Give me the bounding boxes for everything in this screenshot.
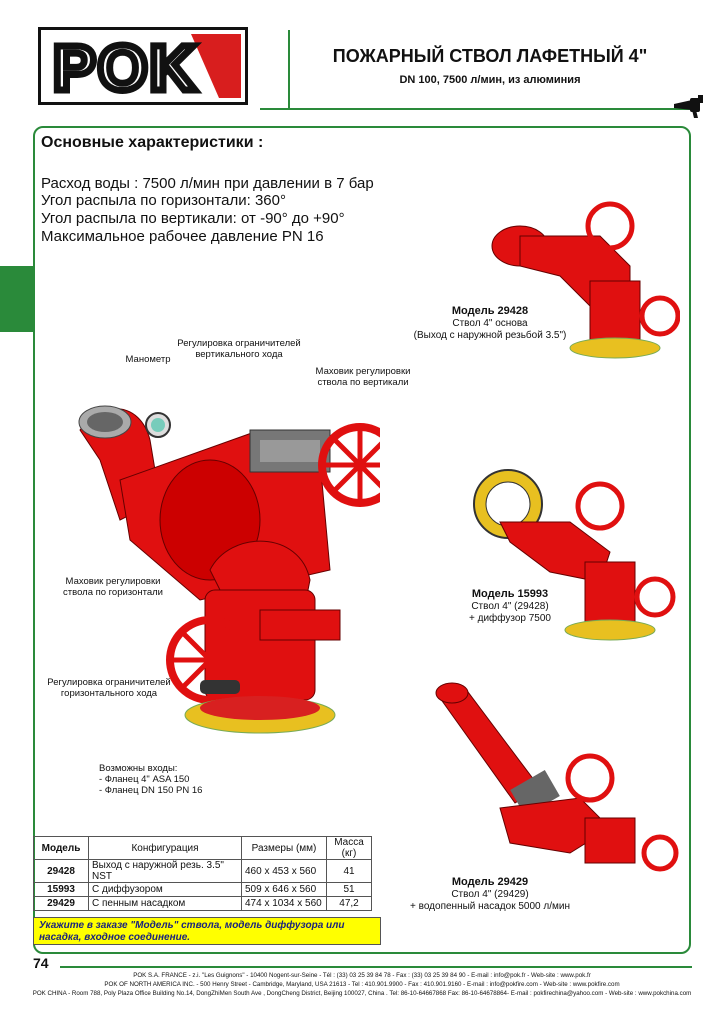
table-header-row — [34, 837, 372, 860]
page-subtitle: DN 100, 7500 л/мин, из алюминия — [399, 74, 581, 86]
cell: 29428 — [34, 860, 89, 883]
col-mass: Масса (кг) — [327, 837, 372, 860]
cell: 509 x 646 x 560 — [242, 883, 327, 897]
spec-table — [33, 836, 372, 911]
page-number: 74 — [33, 955, 49, 971]
col-model: Модель — [34, 837, 89, 860]
cell: С пенным насадком — [89, 897, 242, 911]
model-desc: Ствол 4" (29429) — [451, 889, 529, 900]
model-desc: Ствол 4" основа — [452, 318, 528, 329]
cell: Выход с наружной резь. 3.5" NST — [89, 860, 242, 883]
cell: 460 x 453 x 560 — [242, 860, 327, 883]
logo-text: POK — [53, 32, 198, 102]
callout-text: ствола по вертикали — [317, 377, 409, 388]
model-15993-caption — [440, 588, 580, 625]
callout-inlets — [99, 763, 249, 796]
callout-text: Регулировка ограничителей — [47, 677, 171, 688]
spec-flow: Расход воды : 7500 л/мин при давлении в 7 бар — [41, 175, 374, 192]
callout-text: горизонтального хода — [60, 688, 158, 699]
model-name: Модель 15993 — [471, 588, 549, 600]
model-29429-illustration — [420, 678, 680, 878]
cell: 29429 — [34, 897, 89, 911]
model-desc: Ствол 4" (29428) — [471, 601, 549, 612]
spec-horizontal-angle: Угол распыла по горизонтали: 360° — [41, 192, 286, 209]
callout-text: Маховик регулировки — [65, 576, 161, 587]
callout-manometer: Манометр — [125, 354, 171, 365]
footer-china: POK CHINA - Room 788, Poly Plaza Office Building No.14, DongZhiMen South Ave , DongCheng District, Beijing 100027, China . Tel: 86-10-64667868 Fax: 86-10-64678864- E-mail : pokfirechina@yahoo.com - Web-site : www.pokchina.com — [32, 990, 692, 997]
table-row — [34, 860, 372, 883]
callout-text: Маховик регулировки — [315, 366, 411, 377]
cell: С диффузором — [89, 883, 242, 897]
table-row — [34, 897, 372, 911]
callout-horizontal-limiters — [34, 677, 184, 699]
order-note: Укажите в заказе "Модель" ствола, модель диффузора или насадка, входное соединение. — [33, 917, 381, 945]
footer-france: POK S.A. FRANCE - z.i. "Les Guignons" - 10400 Nogent-sur-Seine - Tél : (33) 03 25 39 84 78 - Fax : (33) 03 25 39 84 90 - E-mail : info@pok.fr - Web-site : www.pok.fr — [133, 972, 591, 979]
pok-logo — [38, 27, 248, 105]
cell: 474 x 1034 x 560 — [242, 897, 327, 911]
model-name: Модель 29428 — [451, 305, 529, 317]
model-29429-caption — [395, 876, 585, 913]
model-desc: + диффузор 7500 — [468, 613, 551, 624]
callout-text: Регулировка ограничителей — [177, 338, 301, 349]
callout-text: вертикального хода — [195, 349, 283, 360]
table-row — [34, 883, 372, 897]
callout-text: Возможны входы: — [99, 763, 178, 774]
callout-vertical-wheel — [298, 366, 428, 388]
specs-heading: Основные характеристики : — [41, 134, 264, 151]
callout-text: - Фланец DN 150 PN 16 — [99, 785, 203, 796]
header-rule — [260, 108, 690, 110]
callout-text: ствола по горизонтали — [63, 587, 163, 598]
model-desc: (Выход с наружной резьбой 3.5") — [413, 330, 567, 341]
cell: 15993 — [34, 883, 89, 897]
col-size: Размеры (мм) — [242, 837, 327, 860]
callout-text: - Фланец 4" ASA 150 — [99, 774, 190, 785]
section-tab — [0, 266, 33, 332]
cell: 47,2 — [327, 897, 372, 911]
pok-logo-graphic — [41, 30, 245, 102]
page-title: ПОЖАРНЫЙ СТВОЛ ЛАФЕТНЫЙ 4" — [332, 46, 648, 66]
spec-max-pressure: Максимальное рабочее давление PN 16 — [41, 228, 324, 245]
model-desc: + водопенный насадок 5000 л/мин — [410, 901, 570, 912]
model-name: Модель 29429 — [451, 876, 529, 888]
spec-vertical-angle: Угол распыла по вертикали: от -90° до +90° — [41, 210, 345, 227]
cell: 41 — [327, 860, 372, 883]
col-config: Конфигурация — [89, 837, 242, 860]
cell: 51 — [327, 883, 372, 897]
model-29428-caption — [410, 305, 570, 342]
header-divider — [288, 30, 290, 108]
callout-vertical-limiters — [164, 338, 314, 360]
footer-rule — [60, 966, 692, 968]
nozzle-icon — [670, 92, 710, 120]
footer-usa: POK OF NORTH AMERICA INC. - 500 Henry Street - Cambridge, Maryland, USA 21613 - Tel : 410.901.9900 - Fax : 410.901.9160 - E-mail : info@pokfire.com - Web-site : www.pokfire.com — [104, 981, 620, 988]
callout-horizontal-wheel — [38, 576, 188, 598]
